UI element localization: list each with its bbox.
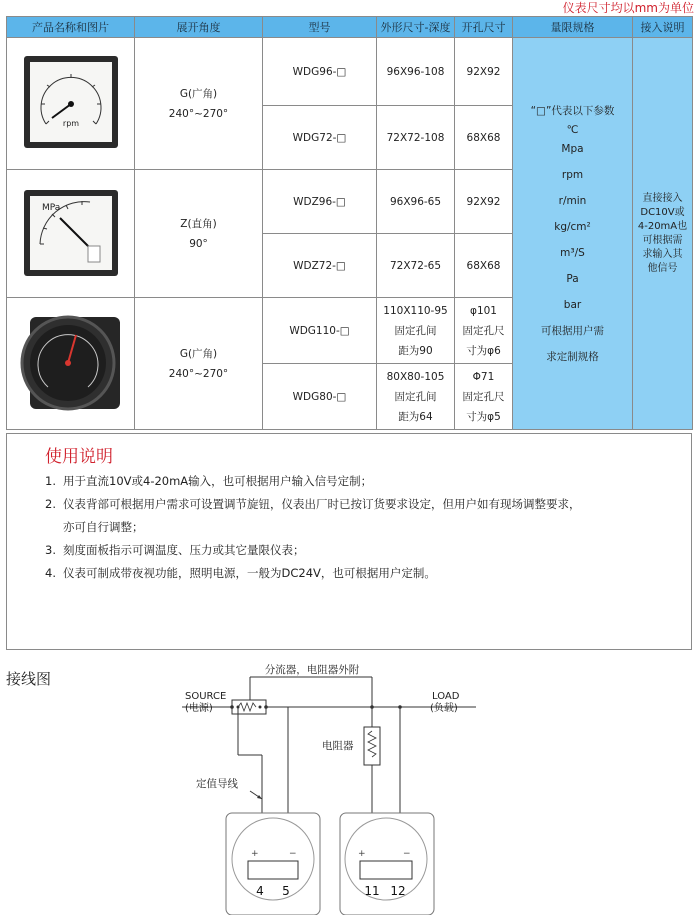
product-image-wdg — [7, 38, 135, 170]
size-cell: 96X96-65 — [377, 170, 455, 234]
hole-line: Φ71 — [472, 370, 495, 383]
gauge-unit-rpm: rpm — [62, 119, 79, 128]
size-cell: 72X72-108 — [377, 106, 455, 170]
size-line: 固定孔间 — [394, 390, 437, 403]
terminal-4: 4 — [256, 884, 264, 898]
angle-cell — [135, 38, 263, 170]
range-spec-line: Mpa — [561, 142, 584, 155]
wiring-title: 接线图 — [6, 670, 52, 688]
fixed-wire-label: 定值导线 — [196, 778, 238, 790]
model-cell: WDZ96-□ — [263, 170, 377, 234]
notes-list — [45, 470, 581, 585]
list-item — [45, 539, 581, 562]
list-item — [45, 516, 581, 539]
range-spec-line: kg/cm² — [554, 220, 591, 233]
hole-cell: 68X68 — [455, 234, 513, 298]
size-line: 距为64 — [398, 410, 433, 423]
unit-note: 仪表尺寸均以mm为单位 — [562, 1, 694, 15]
minus-sign: − — [289, 849, 297, 859]
terminal-12: 12 — [390, 884, 406, 898]
product-image-wdg110 — [7, 298, 135, 430]
wide-angle-gauge-icon — [16, 52, 126, 152]
header-model: 型号 — [263, 17, 377, 38]
wiring-diagram — [0, 655, 700, 915]
model-cell: WDZ72-□ — [263, 234, 377, 298]
load-label: LOAD — [432, 691, 460, 702]
terminal-5: 5 — [282, 884, 290, 898]
range-spec-line: bar — [563, 298, 582, 311]
angle-range: 240°~270° — [168, 107, 229, 120]
item-number: 4. — [45, 566, 56, 580]
header-hole: 开孔尺寸 — [455, 17, 513, 38]
size-line: 80X80-105 — [386, 370, 445, 383]
range-spec-line: “□”代表以下参数 — [530, 104, 615, 117]
range-spec-line: 求定制规格 — [546, 350, 599, 363]
access-note-line: 求输入其 — [642, 248, 683, 260]
angle-type: Z(直角) — [180, 217, 217, 230]
header-range: 量限规格 — [513, 17, 633, 38]
angle-cell — [135, 298, 263, 430]
source-sub-label: (电源) — [185, 703, 213, 714]
list-item — [45, 562, 581, 585]
size-line: 距为90 — [398, 344, 433, 357]
hole-line: 寸为φ5 — [466, 410, 501, 423]
access-note-line: DC10V或 — [640, 206, 685, 218]
item-text: 用于直流10V或4-20mA输入，也可根据用户输入信号定制； — [63, 474, 373, 488]
angle-range: 240°~270° — [168, 367, 229, 380]
range-spec-line: r/min — [558, 194, 587, 207]
angle-range: 90° — [189, 237, 208, 250]
hole-cell — [455, 298, 513, 364]
minus-sign: − — [403, 849, 411, 859]
hole-line: φ101 — [470, 304, 497, 317]
access-note-line: 直接接入 — [642, 192, 683, 204]
notes-title: 使用说明 — [45, 447, 113, 467]
spec-table — [6, 16, 693, 430]
plus-sign: + — [251, 849, 259, 859]
size-cell — [377, 364, 455, 430]
terminal-11: 11 — [364, 884, 380, 898]
size-line: 110X110-95 — [383, 304, 448, 317]
right-angle-gauge-icon — [16, 184, 126, 280]
header-angle: 展开角度 — [135, 17, 263, 38]
item-text: 亦可自行调整； — [63, 520, 144, 534]
model-cell: WDG80-□ — [263, 364, 377, 430]
hole-line: 固定孔尺 — [462, 390, 505, 403]
source-label: SOURCE — [185, 691, 227, 702]
item-number: 1. — [45, 474, 56, 488]
range-spec-cell — [513, 38, 633, 430]
hole-cell: 92X92 — [455, 170, 513, 234]
product-image-wdz — [7, 170, 135, 298]
resistor-icon — [364, 727, 380, 765]
gauge-unit-mpa: MPa — [41, 203, 60, 213]
size-cell — [377, 298, 455, 364]
range-spec-line: 可根据用户需 — [541, 324, 604, 337]
item-text: 刻度面板指示可调温度、压力或其它量限仪表； — [63, 543, 305, 557]
header-size: 外形尺寸-深度 — [377, 17, 455, 38]
list-item — [45, 470, 581, 493]
size-cell: 72X72-65 — [377, 234, 455, 298]
table-header-row — [7, 17, 693, 38]
size-cell: 96X96-108 — [377, 38, 455, 106]
access-note-cell — [633, 38, 693, 430]
angle-type: G(广角) — [179, 87, 218, 100]
model-cell: WDG96-□ — [263, 38, 377, 106]
load-sub-label: (负载) — [430, 703, 458, 714]
top-label: 分流器，电阻器外附 — [264, 664, 360, 676]
header-access: 接入说明 — [633, 17, 693, 38]
round-gauge-icon — [16, 307, 126, 417]
angle-type: G(广角) — [179, 347, 218, 360]
access-note-line: 他信号 — [647, 262, 678, 274]
range-spec-line: ℃ — [566, 123, 579, 136]
item-text: 仪表背部可根据用户需求可设置调节旋钮，仪表出厂时已按订货要求设定，但用户如有现场调整要求， — [63, 497, 581, 511]
item-text: 仪表可制成带夜视功能，照明电源，一般为DC24V，也可根据用户定制。 — [63, 566, 436, 580]
usage-notes — [6, 433, 692, 650]
range-spec-line: m³/S — [560, 246, 585, 259]
list-item — [45, 493, 581, 516]
range-spec-line: Pa — [566, 272, 579, 285]
access-note-line: 4-20mA也 — [637, 220, 688, 232]
resistor-label: 电阻器 — [322, 740, 354, 752]
hole-cell — [455, 364, 513, 430]
model-cell: WDG72-□ — [263, 106, 377, 170]
header-product: 产品名称和图片 — [7, 17, 135, 38]
terminal-block-1 — [248, 861, 298, 879]
hole-cell: 92X92 — [455, 38, 513, 106]
table-row — [7, 38, 693, 106]
hole-cell: 68X68 — [455, 106, 513, 170]
size-line: 固定孔间 — [394, 324, 437, 337]
access-note-line: 可根据需 — [642, 234, 683, 246]
item-number: 2. — [45, 497, 56, 511]
range-spec-line: rpm — [561, 168, 584, 181]
model-cell: WDG110-□ — [263, 298, 377, 364]
hole-line: 固定孔尺 — [462, 324, 505, 337]
angle-cell — [135, 170, 263, 298]
item-number: 3. — [45, 543, 56, 557]
terminal-block-2 — [360, 861, 412, 879]
hole-line: 寸为φ6 — [466, 344, 501, 357]
plus-sign: + — [358, 849, 366, 859]
